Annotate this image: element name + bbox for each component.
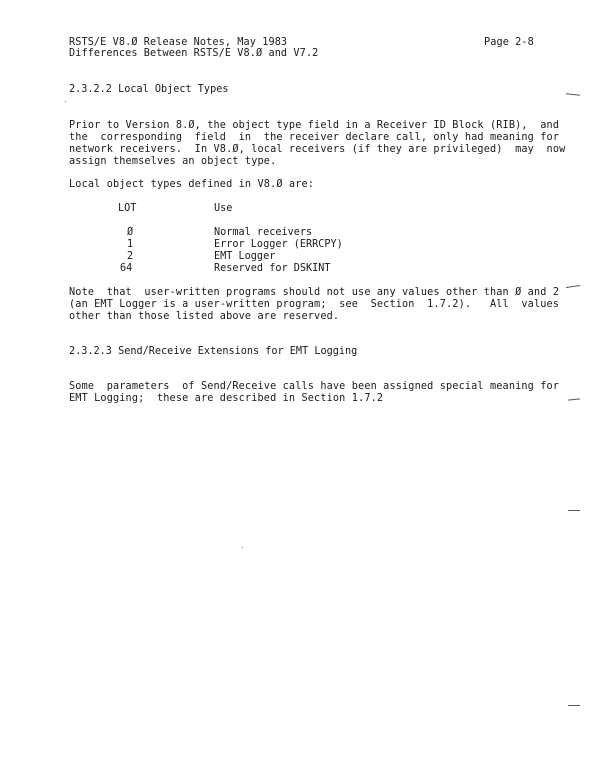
scan-mark bbox=[568, 705, 580, 706]
section-heading-send-receive: 2.3.2.3 Send/Receive Extensions for EMT Logging bbox=[69, 346, 358, 357]
section-heading-local-object-types: 2.3.2.2 Local Object Types bbox=[69, 84, 229, 95]
table-header-use: Use bbox=[214, 203, 233, 214]
table-cell-use: Reserved for DSKINT bbox=[214, 263, 331, 274]
table-cell-lot: 64 bbox=[120, 263, 133, 274]
page-number: Page 2-8 bbox=[484, 37, 534, 48]
paragraph-line: assign themselves an object type. bbox=[69, 156, 277, 167]
paragraph-line: the corresponding field in the receiver declare call, only had meaning for bbox=[69, 132, 560, 143]
paragraph-line: network receivers. In V8.Ø, local receivers (if they are privileged) may now bbox=[69, 144, 566, 155]
table-cell-use: Normal receivers bbox=[214, 227, 313, 238]
table-header-lot: LOT bbox=[118, 203, 137, 214]
paragraph-line: EMT Logging; these are described in Section 1.7.2 bbox=[69, 393, 384, 404]
note-line: (an EMT Logger is a user-written program; see Section 1.7.2). All values bbox=[69, 299, 560, 310]
table-cell-lot: 2 bbox=[127, 251, 134, 262]
table-cell-use: Error Logger (ERRCPY) bbox=[214, 239, 343, 250]
scan-mark bbox=[566, 93, 580, 95]
table-cell-lot: 1 bbox=[127, 239, 134, 250]
paragraph-line: Some parameters of Send/Receive calls have been assigned special meaning for bbox=[69, 381, 560, 392]
note-line: other than those listed above are reserved. bbox=[69, 311, 340, 322]
scan-mark bbox=[566, 285, 580, 288]
note-line: Note that user-written programs should not use any values other than Ø and 2 bbox=[69, 287, 560, 298]
paragraph-intro-table: Local object types defined in V8.Ø are: bbox=[69, 179, 315, 190]
scan-mark bbox=[568, 510, 580, 511]
table-cell-use: EMT Logger bbox=[214, 251, 276, 262]
scan-speck bbox=[65, 101, 66, 102]
header-title: RSTS/E V8.Ø Release Notes, May 1983 bbox=[69, 37, 288, 48]
header-subtitle: Differences Between RSTS/E V8.Ø and V7.2 bbox=[69, 48, 319, 59]
paragraph-line: Prior to Version 8.Ø, the object type field in a Receiver ID Block (RIB), and bbox=[69, 120, 560, 131]
scan-mark bbox=[568, 398, 580, 400]
scan-speck bbox=[242, 547, 243, 548]
table-cell-lot: Ø bbox=[127, 227, 134, 238]
